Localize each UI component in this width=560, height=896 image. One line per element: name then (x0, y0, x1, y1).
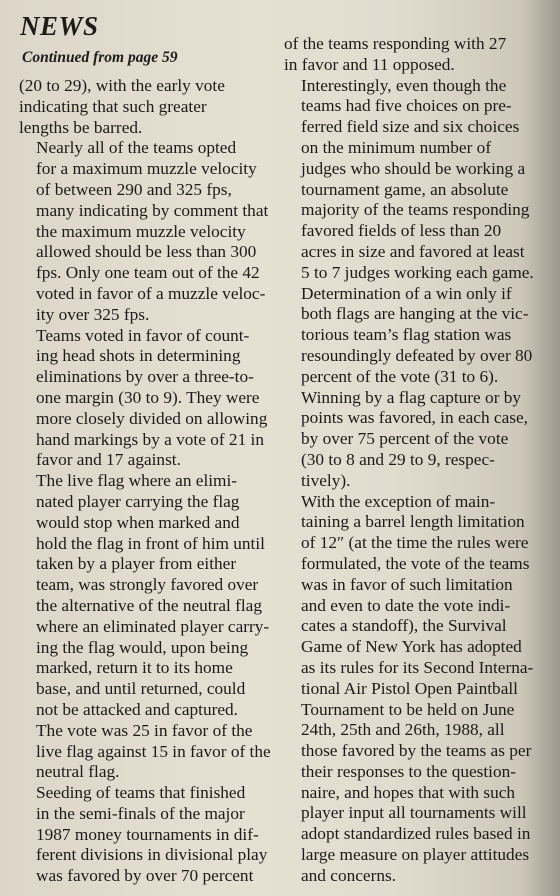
paragraph (284, 284, 542, 492)
text-line: ferred field size and six choices (301, 117, 520, 137)
text-line: their responses to the question- (301, 761, 517, 781)
continued-from-line: Continued from page 59 (22, 49, 178, 66)
paragraph (19, 783, 269, 887)
text-line: voted in favor of a muzzle veloc- (36, 283, 266, 303)
text-line: one margin (30 to 9). They were (36, 387, 260, 407)
text-line: percent of the vote (31 to 6). (301, 366, 499, 386)
paragraph (284, 76, 542, 284)
text-line: adopt standardized rules based in (301, 824, 531, 844)
text-line: more closely divided on allowing (36, 408, 268, 428)
text-line: judges who should be working a (301, 158, 526, 178)
text-line: for a maximum muzzle velocity (36, 159, 257, 179)
text-line: player input all tournaments will (301, 803, 527, 823)
text-line: the maximum muzzle velocity (36, 221, 246, 241)
text-line: neutral flag. (36, 762, 120, 782)
article-column-1 (19, 76, 269, 887)
text-line: on the minimum number of (301, 137, 492, 157)
text-line: ing head shots in determining (36, 346, 241, 366)
text-line: ity over 325 fps. (36, 304, 150, 324)
text-line: eliminations by over a three-to- (36, 367, 254, 387)
text-line: and concerns. (301, 865, 397, 885)
text-line: base, and until returned, could (36, 679, 246, 699)
text-line: team, was strongly favored over (36, 575, 259, 595)
text-line: The vote was 25 in favor of the (36, 720, 253, 740)
paragraph (284, 492, 542, 887)
text-line: Teams voted in favor of count- (36, 325, 250, 345)
article-column-2 (284, 34, 542, 887)
text-line: taining a barrel length limitation (301, 512, 525, 532)
text-line: was favored by over 70 percent (36, 866, 254, 886)
text-line: many indicating by comment that (36, 200, 269, 220)
text-line: (20 to 29), with the early vote (19, 76, 225, 95)
text-line: not be attacked and captured. (36, 699, 238, 719)
paragraph (19, 76, 269, 138)
text-line: in the semi-finals of the major (36, 803, 245, 823)
text-line: both flags are hanging at the vic- (301, 304, 529, 324)
text-line: Determination of a win only if (301, 283, 512, 303)
text-line: in favor and 11 opposed. (284, 54, 455, 74)
text-line: resoundingly defeated by over 80 (301, 345, 533, 365)
text-line: lengths be barred. (19, 117, 143, 137)
text-line: Winning by a flag capture or by (301, 387, 522, 407)
text-line: tively). (301, 470, 351, 490)
text-line: live flag against 15 in favor of the (36, 741, 271, 761)
text-line: ing the flag would, upon being (36, 637, 249, 657)
text-line: teams had five choices on pre- (301, 96, 512, 116)
text-line: favor and 17 against. (36, 450, 181, 470)
text-line: Tournament to be held on June (301, 699, 515, 719)
text-line: fps. Only one team out of the 42 (36, 263, 260, 283)
text-line: large measure on player attitudes (301, 845, 530, 865)
text-line: hold the flag in front of him until (36, 533, 265, 553)
paragraph (19, 326, 269, 472)
text-line: taken by a player from either (36, 554, 237, 574)
text-line: cates a standoff), the Survival (301, 616, 507, 636)
text-line: (30 to 8 and 29 to 9, respec- (301, 449, 495, 469)
text-line: With the exception of main- (301, 491, 496, 511)
text-line: naire, and hopes that with such (301, 782, 516, 802)
text-line: acres in size and favored at least (301, 241, 525, 261)
paragraph (19, 471, 269, 783)
text-line: points was favored, in each case, (301, 408, 528, 428)
section-title: NEWS (20, 11, 99, 41)
text-line: ferent divisions in divisional play (36, 845, 268, 865)
text-line: 5 to 7 judges working each game. (301, 262, 534, 282)
text-line: Interestingly, even though the (301, 75, 507, 95)
text-line: marked, return it to its home (36, 658, 233, 678)
text-line: the alternative of the neutral flag (36, 595, 262, 615)
paragraph (19, 138, 269, 325)
text-line: 1987 money tournaments in dif- (36, 824, 259, 844)
text-line: 24th, 25th and 26th, 1988, all (301, 720, 505, 740)
text-line: where an eliminated player carry- (36, 616, 270, 636)
text-line: Game of New York has adopted (301, 637, 522, 657)
text-line: favored fields of less than 20 (301, 221, 502, 241)
text-line: of between 290 and 325 fps, (36, 179, 232, 199)
text-line: allowed should be less than 300 (36, 242, 257, 262)
text-line: was in favor of such limitation (301, 574, 513, 594)
paragraph (284, 34, 542, 76)
text-line: torious team’s flag station was (301, 325, 512, 345)
text-line: as its rules for its Second Interna- (301, 657, 534, 677)
text-line: Seeding of teams that finished (36, 783, 246, 803)
text-line: tional Air Pistol Open Paintball (301, 678, 518, 698)
text-line: nated player carrying the flag (36, 491, 240, 511)
text-line: Nearly all of the teams opted (36, 138, 237, 158)
text-line: by over 75 percent of the vote (301, 429, 509, 449)
text-line: those favored by the teams as per (301, 741, 532, 761)
text-line: The live flag where an elimi- (36, 471, 238, 491)
text-line: formulated, the vote of the teams (301, 553, 530, 573)
text-line: majority of the teams responding (301, 200, 530, 220)
text-line: tournament game, an absolute (301, 179, 509, 199)
text-line: hand markings by a vote of 21 in (36, 429, 264, 449)
text-line: and even to date the vote indi- (301, 595, 511, 615)
text-line: indicating that such greater (19, 96, 207, 116)
text-line: of the teams responding with 27 (284, 34, 507, 53)
text-line: of 12″ (at the time the rules were (301, 533, 529, 553)
text-line: would stop when marked and (36, 512, 240, 532)
